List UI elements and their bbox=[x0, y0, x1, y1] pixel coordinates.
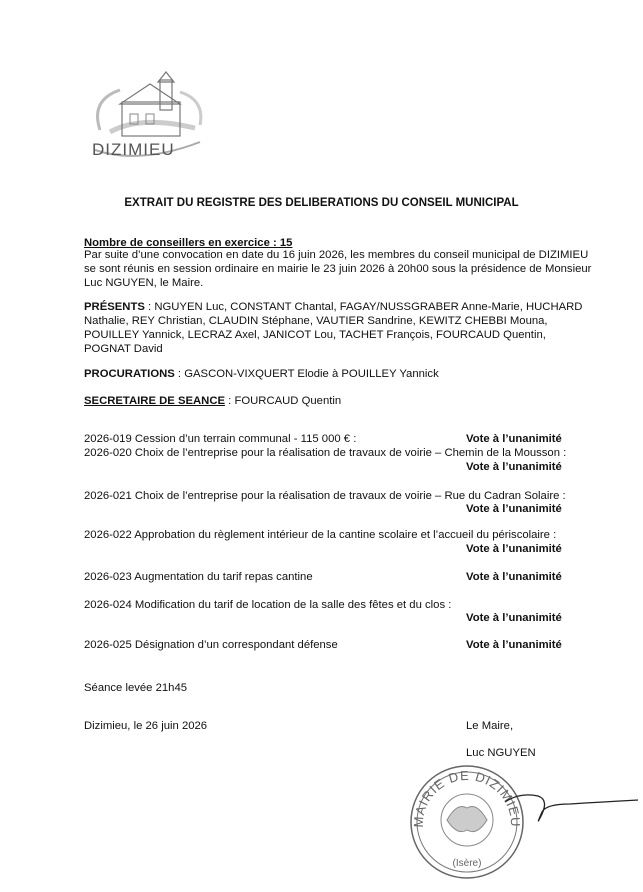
procurations-label: PROCURATIONS bbox=[84, 368, 175, 380]
deliberation-4-text: 2026-022 Approbation du règlement intérieur de la cantine scolaire et l’accueil du périscolaire : bbox=[84, 529, 557, 541]
lieu-date: Dizimieu, le 26 juin 2026 bbox=[84, 720, 208, 732]
deliberation-7-vote: Vote à l’unanimité bbox=[466, 639, 562, 651]
signataire-title: Le Maire, bbox=[466, 720, 514, 732]
signataire-name: Luc NGUYEN bbox=[466, 747, 536, 759]
deliberation-7-text: 2026-025 Désignation d’un correspondant défense bbox=[84, 639, 338, 651]
deliberation-1-text: 2026-019 Cession d’un terrain communal - 115 000 € : bbox=[84, 433, 357, 445]
signature-graphic bbox=[500, 782, 640, 832]
presents-line-4: POGNAT David bbox=[84, 343, 163, 355]
deliberation-2-text: 2026-020 Choix de l’entreprise pour la réalisation de travaux de voirie – Chemin de la Mousson : bbox=[84, 447, 567, 459]
convocation-line-3: Luc NGUYEN, le Maire. bbox=[84, 277, 204, 289]
secretaire-label: SECRETAIRE DE SEANCE bbox=[84, 395, 226, 407]
presents-label: PRÉSENTS bbox=[84, 301, 145, 313]
deliberation-3-vote: Vote à l’unanimité bbox=[466, 503, 562, 515]
logo-wordmark: DIZIMIEU bbox=[92, 140, 175, 159]
deliberation-1-vote: Vote à l’unanimité bbox=[466, 433, 562, 445]
presents-line-1 bbox=[84, 300, 606, 314]
procurations-value: : GASCON-VIXQUERT Elodie à POUILLEY Yannick bbox=[174, 368, 439, 380]
presents-line-2: Nathalie, REY Christian, CLAUDIN Stéphane, VAUTIER Sandrine, KEWITZ CHEBBI Mouna, bbox=[84, 315, 548, 327]
deliberation-4-vote: Vote à l’unanimité bbox=[466, 543, 562, 555]
convocation-line-2: se sont réunis en session ordinaire en mairie le 23 juin 2026 à 20h00 sous la présidence de Monsieur bbox=[84, 263, 592, 275]
deliberation-3-text: 2026-021 Choix de l’entreprise pour la réalisation de travaux de voirie – Rue du Cadran Solaire : bbox=[84, 490, 566, 502]
secretaire-line bbox=[84, 394, 606, 408]
conseillers-label: Nombre de conseillers en exercice : 15 bbox=[84, 237, 293, 249]
deliberation-6-text: 2026-024 Modification du tarif de location de la salle des fêtes et du clos : bbox=[84, 599, 452, 611]
deliberation-2-vote: Vote à l’unanimité bbox=[466, 461, 562, 473]
secretaire-value: : FOURCAUD Quentin bbox=[225, 395, 342, 407]
presents-line-3: POUILLEY Yannick, LECRAZ Axel, JANICOT Lou, TACHET François, FOURCAUD Quentin, bbox=[84, 329, 546, 341]
deliberation-6-vote: Vote à l’unanimité bbox=[466, 612, 562, 624]
document-title: EXTRAIT DU REGISTRE DES DELIBERATIONS DU CONSEIL MUNICIPAL bbox=[124, 197, 519, 209]
svg-text:MAIRIE DE DIZIMIEU: MAIRIE DE DIZIMIEU bbox=[410, 767, 524, 828]
handwritten-signature bbox=[500, 782, 640, 832]
procurations-line bbox=[84, 367, 606, 381]
deliberation-5-vote: Vote à l’unanimité bbox=[466, 571, 562, 583]
seance-levee: Séance levée 21h45 bbox=[84, 682, 188, 694]
deliberation-5-text: 2026-023 Augmentation du tarif repas cantine bbox=[84, 571, 313, 583]
presents-names-1: : NGUYEN Luc, CONSTANT Chantal, FAGAY/NUSSGRABER Anne-Marie, HUCHARD bbox=[144, 301, 583, 313]
svg-text:(Isère): (Isère) bbox=[452, 858, 482, 869]
convocation-line-1: Par suite d’une convocation en date du 16 juin 2026, les membres du conseil municipal de DIZIMIEU bbox=[84, 249, 589, 261]
